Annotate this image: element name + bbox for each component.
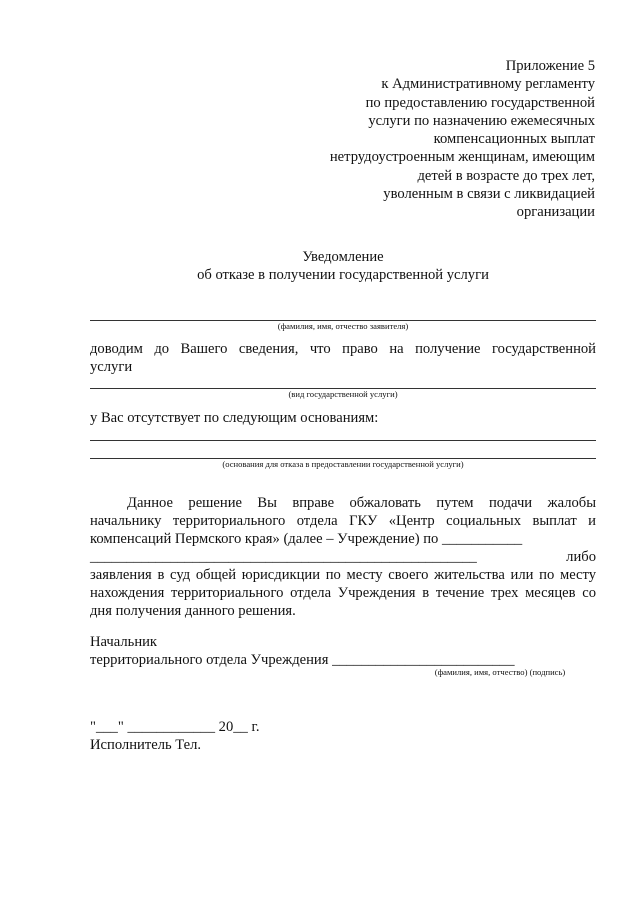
appendix-line-4: услуги по назначению ежемесячных [368,112,595,129]
appeal-blank: _____________________________________________________ [90,549,477,565]
appeal-line-5: заявления в суд общей юрисдикции по месту своего жительства или по месту [90,567,596,583]
document-title [90,248,596,284]
appendix-line-1: Приложение 5 [505,58,595,74]
appendix-line-3: по предоставлению государственной [365,94,595,111]
signature-caption: (фамилия, имя, отчество) (подпись) [434,667,566,677]
appendix-line-5: компенсационных выплат [433,131,595,148]
applicant-caption: (фамилия, имя, отчество заявителя) [277,321,409,331]
appendix-line-6: нетрудоустроенным женщинам, имеющим [329,149,595,166]
date-line: "___" ____________ 20__ г. [90,719,260,735]
signature-line: территориального отдела Учреждения _________________________ [90,652,515,668]
title-line-1: Уведомление [302,249,384,265]
appeal-line-3: компенсаций Пермского края» (далее – Учреждение) по ___________ [90,531,523,547]
grounds-line-1 [90,440,596,441]
signature-title: Начальник [90,634,158,650]
appendix-header [265,57,595,222]
appeal-line-7: дня получения данного решения. [90,603,296,619]
appeal-paragraph [90,494,596,620]
executor-line: Исполнитель Тел. [90,737,202,753]
appeal-word-libo: либо [566,549,596,565]
title-line-2: об отказе в получении государственной услуги [197,267,489,283]
appendix-line-9: организации [516,204,595,221]
inform-line-2: услуги [90,359,133,375]
service-caption: (вид государственной услуги) [288,389,398,399]
absent-line: у Вас отсутствует по следующим основаниям: [90,410,379,426]
appeal-line-2: начальнику территориального отдела ГКУ «Центр социальных выплат и [90,513,596,529]
appendix-line-8: уволенным в связи с ликвидацией [383,186,595,203]
appeal-line-4 [90,548,596,566]
appeal-line-6: нахождения территориального отдела Учреждения в течение трех месяцев со [90,585,596,601]
appeal-line-1: Данное решение Вы вправе обжаловать путем подачи жалобы [127,495,596,511]
appendix-line-2: к Административному регламенту [381,76,595,93]
inform-line-1: доводим до Вашего сведения, что право на получение государственной [90,341,596,357]
appendix-line-7: детей в возрасте до трех лет, [417,167,595,184]
grounds-caption: (основания для отказа в предоставлении государственной услуги) [222,459,464,469]
